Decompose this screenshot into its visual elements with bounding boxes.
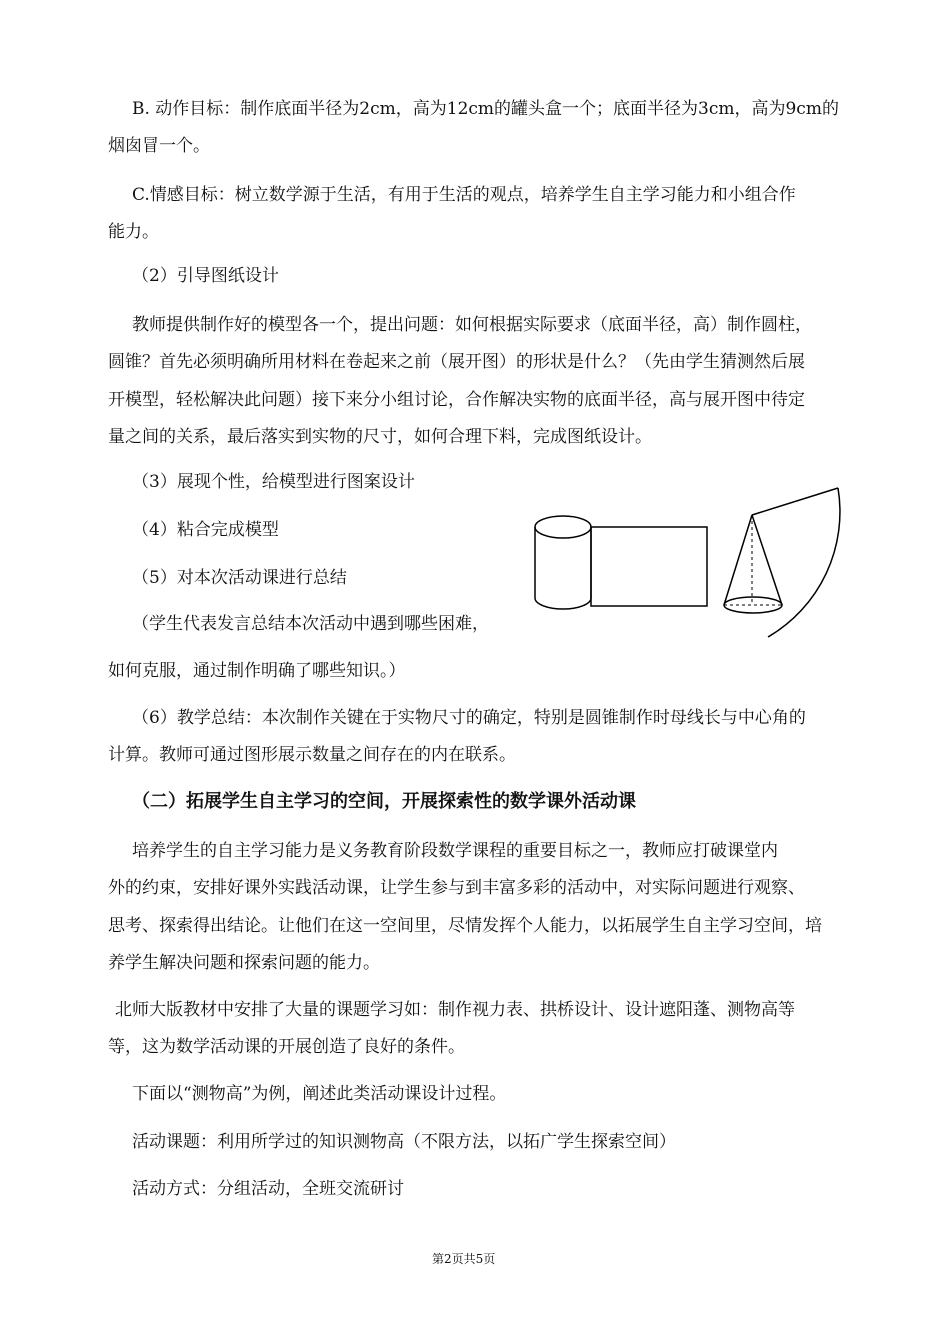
text-line: 思考、探索得出结论。让他们在这一空间里，尽情发挥个人能力，以拓展学生自主学习空间，培 xyxy=(108,916,822,936)
page-number-footer: 第2页共5页 xyxy=(432,1252,496,1266)
text-line: 教师提供制作好的模型各一个，提出问题：如何根据实际要求（底面半径，高）制作圆柱， xyxy=(132,315,812,335)
cylinder-net-figure xyxy=(530,510,715,620)
text-line: 计算。教师可通过图形展示数量之间存在的内在联系。 xyxy=(108,745,516,765)
subsection-heading: （5）对本次活动课进行总结 xyxy=(132,568,347,588)
text-line: B. 动作目标：制作底面半径为2cm，高为12cm的罐头盒一个；底面半径为3cm，高为9cm的 xyxy=(132,99,839,119)
subsection-heading: （4）粘合完成模型 xyxy=(132,520,279,540)
text-line: C.情感目标：树立数学源于生活，有用于生活的观点，培养学生自主学习能力和小组合作 xyxy=(132,185,796,205)
text-line: 开模型，轻松解决此问题）接下来分小组讨论，合作解决实物的底面半径，高与展开图中待定 xyxy=(108,390,805,410)
text-line: （6）教学总结：本次制作关键在于实物尺寸的确定，特别是圆锥制作时母线长与中心角的 xyxy=(132,708,806,728)
subsection-heading: （2）引导图纸设计 xyxy=(132,266,279,286)
text-line: 量之间的关系，最后落实到实物的尺寸，如何合理下料，完成图纸设计。 xyxy=(108,427,652,447)
text-line: （学生代表发言总结本次活动中遇到哪些困难， xyxy=(132,614,489,634)
text-line: 活动课题：利用所学过的知识测物高（不限方法，以拓广学生探索空间） xyxy=(132,1132,676,1152)
text-line: 活动方式：分组活动，全班交流研讨 xyxy=(132,1179,404,1199)
text-line: 培养学生的自主学习能力是义务教育阶段数学课程的重要目标之一，教师应打破课堂内 xyxy=(132,841,778,861)
text-line: 外的约束，安排好课外实践活动课，让学生参与到丰富多彩的活动中，对实际问题进行观察、 xyxy=(108,878,805,898)
cone-net-figure xyxy=(718,484,860,644)
text-line: 等，这为数学活动课的开展创造了良好的条件。 xyxy=(108,1037,465,1057)
text-line: 北师大版教材中安排了大量的课题学习如：制作视力表、拱桥设计、设计遮阳蓬、测物高等 xyxy=(115,1000,795,1020)
text-line: 养学生解决问题和探索问题的能力。 xyxy=(108,953,380,973)
text-line: 圆锥？首先必须明确所用材料在卷起来之前（展开图）的形状是什么？（先由学生猜测然后展 xyxy=(108,352,805,372)
section-heading: （二）拓展学生自主学习的空间，开展探索性的数学课外活动课 xyxy=(132,791,636,812)
subsection-heading: （3）展现个性，给模型进行图案设计 xyxy=(132,472,415,492)
text-line: 烟囱冒一个。 xyxy=(108,136,210,156)
text-line: 如何克服，通过制作明确了哪些知识。） xyxy=(108,661,406,681)
text-line: 下面以“测物高”为例，阐述此类活动课设计过程。 xyxy=(132,1084,507,1104)
text-line: 能力。 xyxy=(108,222,159,242)
